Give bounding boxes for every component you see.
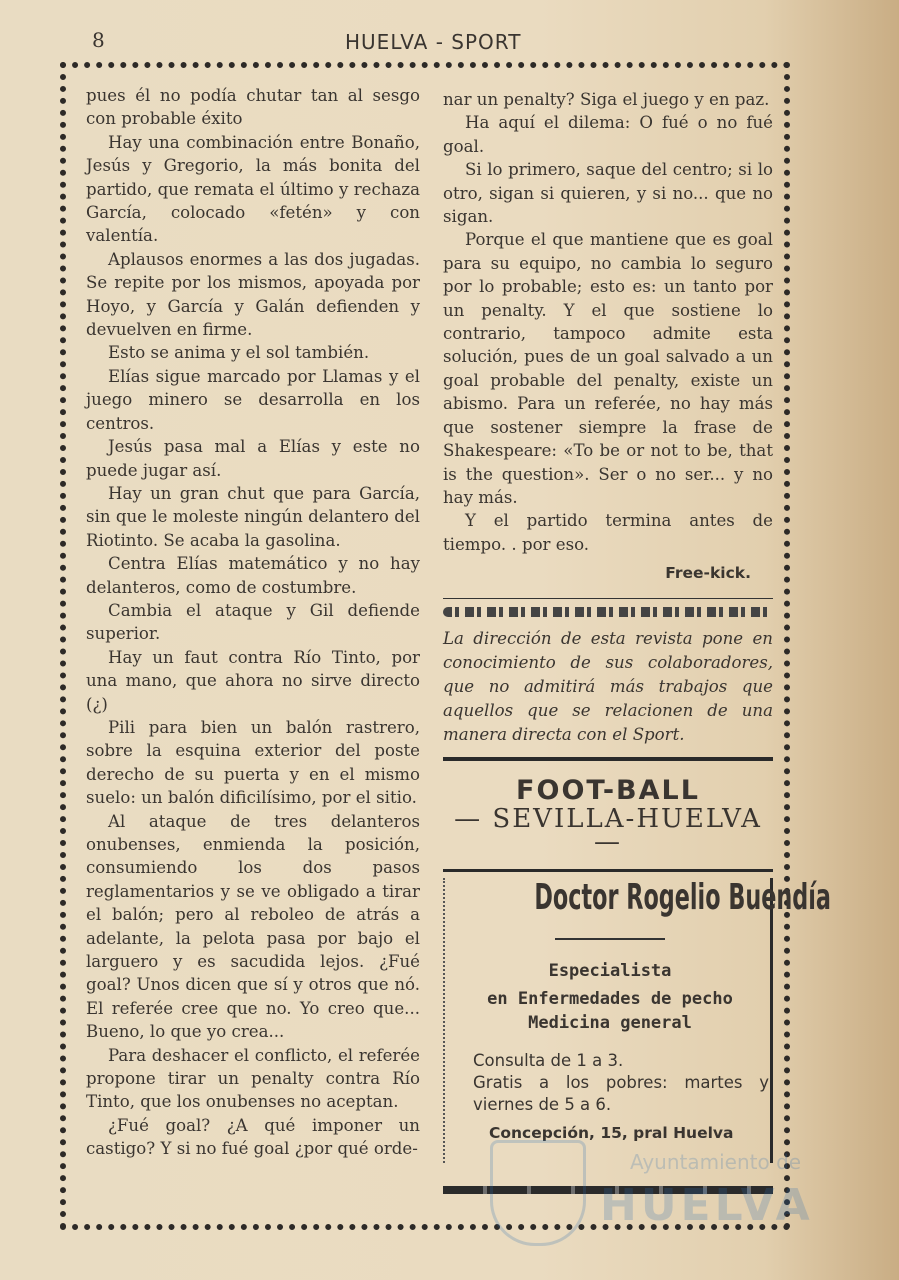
article-signature: Free-kick. [665, 564, 751, 583]
editorial-notice: La dirección de esta revista pone en conocimiento de sus colaboradores, que no admitirá más trabajos que aquellos que se relacionen de una manera directa con el Sport. [443, 628, 773, 744]
paragraph: Hay una combinación entre Bonaño, Jesús y Gregorio, la más bonita del partido, que remata el último y rechaza García, colocado «fetén» y con valentía. [86, 132, 420, 246]
paragraph: Hay un gran chut que para García, sin que le moleste ningún delantero del Riotinto. Se acaba la gasolina. [86, 483, 420, 550]
ad-name-underline [555, 938, 665, 940]
paragraph: Al ataque de tres delanteros onubenses, enmienda la posición, consumiendo los dos pasos reglamentarios y se ve obligado a tirar el balón; pero al reboleo de atrás a adelante, la pelota pasa por bajo el larguero y es sacudida lejos. ¿Fué goal? Unos dicen que sí y otros que nó. El referée cree que no. Yo creo que... Bueno, lo que yo crea... [86, 811, 420, 1042]
paragraph: Para deshacer el conflicto, el referée propone tirar un penalty contra Río Tinto, que los onubenses no aceptan. [86, 1045, 420, 1112]
paragraph: Jesús pasa mal a Elías y este no puede jugar así. [86, 437, 420, 480]
running-head-title: HUELVA - SPORT [345, 30, 522, 54]
paragraph: ¿Fué goal? ¿A qué imponer un castigo? Y si no fué goal ¿por qué orde- [86, 1115, 420, 1159]
watermark-big-text: HUELVA [600, 1180, 814, 1231]
ad-specialty-line: en Enfermedades de pecho [487, 988, 733, 1009]
thick-divider [443, 757, 773, 761]
ornamental-chain-divider [443, 607, 773, 617]
ad-hours-free: Gratis a los pobres: martes y viernes de 5 a 6. [473, 1072, 769, 1114]
paragraph: Hay un faut contra Río Tinto, por una mano, que ahora no sirve directo (¿) [86, 647, 420, 714]
ad-top-rule [443, 869, 773, 872]
page-number: 8 [92, 28, 105, 52]
paragraph: Porque el que mantiene que es goal para su equipo, no cambia lo seguro por lo probable; esto es: un tanto por un penalty. Y el que sostiene lo contrario, tampoco admite esta solución, pues de un goal salvado a un goal probable del penalty, existe un abismo. Para un referée, no hay más que sostener siempre la frase de Shakespeare: «To be or not to be, that is the question». Ser o no ser... y no hay más. [443, 230, 773, 507]
paragraph: Ha aquí el dilema: O fué o no fué goal. [443, 113, 773, 156]
divider-line [443, 598, 773, 599]
paragraph: Centra Elías matemático y no hay delanteros, como de costumbre. [86, 554, 420, 597]
paragraph: nar un penalty? Siga el juego y en paz. [443, 90, 770, 109]
ad-hours [473, 1050, 769, 1116]
paragraph: Y el partido termina antes de tiempo. . por eso. [443, 511, 773, 554]
ad-general-line: Medicina general [528, 1012, 692, 1033]
paragraph: Cambia el ataque y Gil defiende superior. [86, 600, 420, 644]
watermark-small-text: Ayuntamiento de [630, 1150, 802, 1174]
paragraph: Elías sigue marcado por Llamas y el juego minero se desarrolla en los centros. [86, 366, 420, 433]
paragraph: pues él no podía chutar tan al sesgo con probable éxito [86, 86, 420, 129]
match-title: — SEVILLA-HUELVA — [454, 803, 762, 858]
paragraph: Pili para bien un balón rastrero, sobre la esquina exterior del poste derecho de su puerta y en el mismo suelo: un balón dificilísimo, por el sitio. [86, 717, 420, 808]
right-column-article [443, 88, 773, 556]
left-column [86, 84, 420, 1161]
doctor-name: Doctor Rogelio Buendía [534, 876, 831, 918]
paragraph: Esto se anima y el sol también. [108, 343, 370, 363]
ad-hours-consult: Consulta de 1 a 3. [473, 1050, 624, 1070]
ad-bottom-bar [443, 1186, 773, 1194]
paragraph: Si lo primero, saque del centro; si lo otro, sigan si quieren, y si no... que no sigan. [443, 160, 773, 227]
paragraph: Aplausos enormes a las dos jugadas. Se repite por los mismos, apoyada por Hoyo, y García y Galán defienden y devuelven en firme. [86, 249, 420, 340]
football-heading: FOOT-BALL [516, 774, 700, 806]
ad-address: Concepción, 15, pral Huelva [489, 1123, 734, 1142]
ad-specialty: Especialista [548, 960, 672, 981]
